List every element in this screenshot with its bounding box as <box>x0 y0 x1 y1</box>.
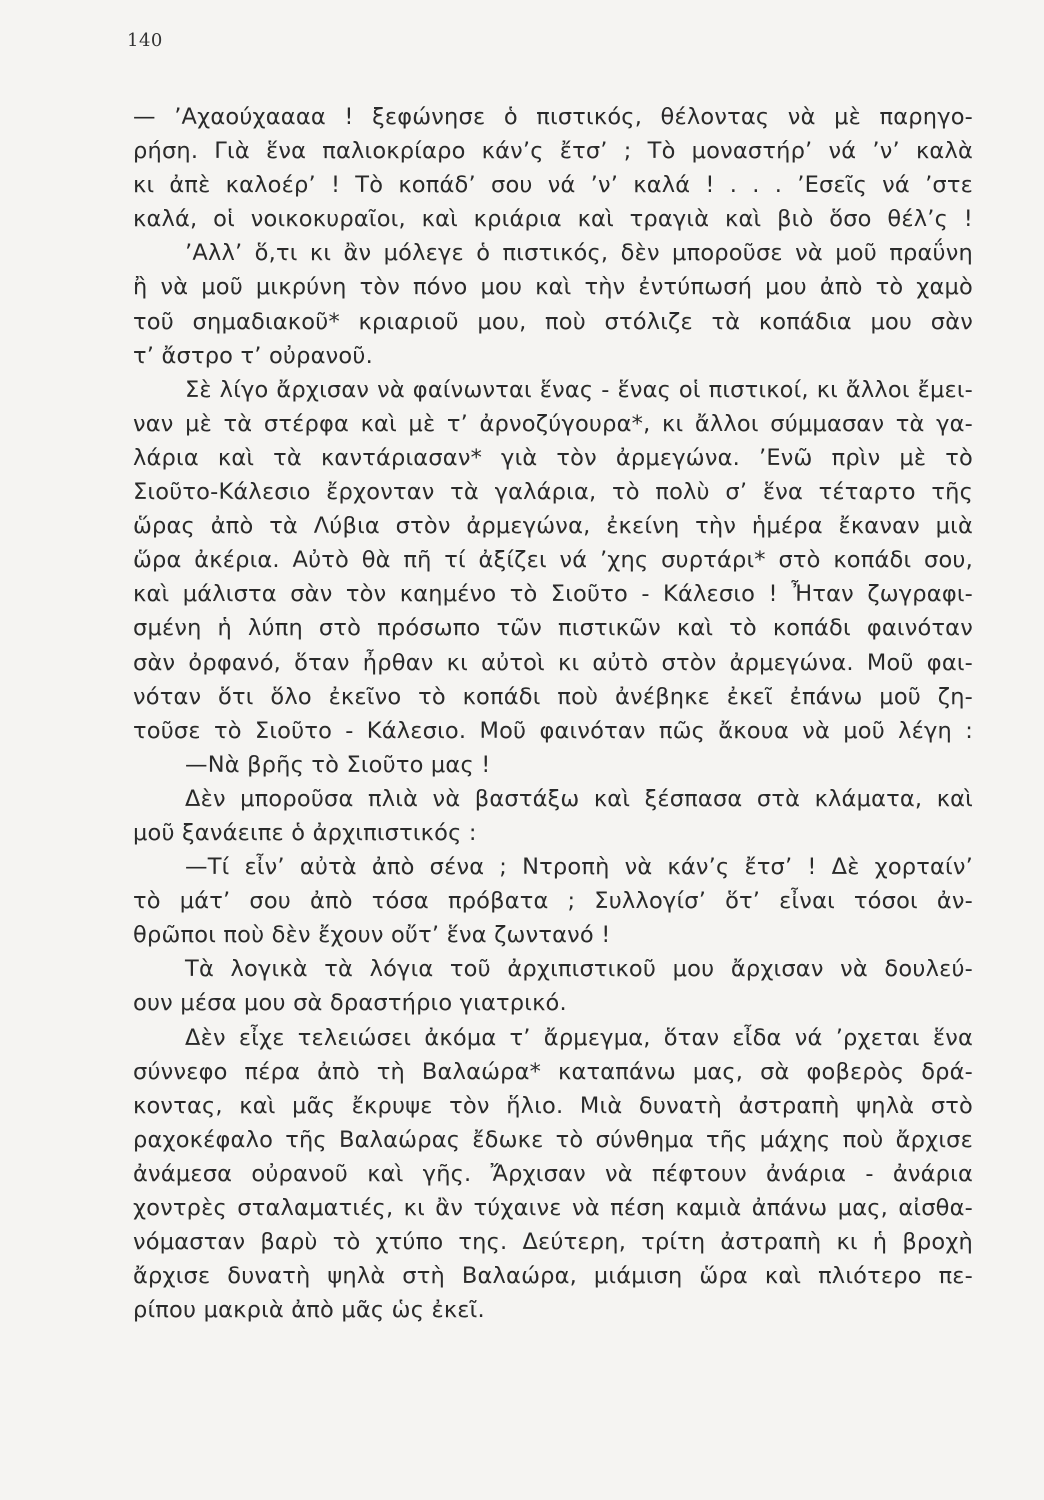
text-line: τ’ ἄστρο τ’ οὐρανοῦ. <box>133 342 373 369</box>
text-line: ’Αλλ’ ὅ,τι κι ἂν μόλεγε ὁ πιστικός, δὲν μποροῦσε νὰ μοῦ πραΰνη <box>185 240 973 267</box>
text-line: — ’Αχαούχαααα ! ξεφώνησε ὁ πιστικός, θέλοντας νὰ μὲ παρηγο- <box>133 104 973 130</box>
text-line: σμένη ἡ λύπη στὸ πρόσωπο τῶν πιστικῶν καὶ τὸ κοπάδι φαινόταν <box>133 615 973 642</box>
text-line: Σιοῦτο-Κάλεσιο ἔρχονταν τὰ γαλάρια, τὸ πολὺ σ’ ἕνα τέταρτο τῆς <box>133 479 973 506</box>
text-line: ὥρας ἀπὸ τὰ Λύβια στὸν ἀρμεγώνα, ἐκείνη τὴν ἡμέρα ἔκαναν μιὰ <box>133 513 973 540</box>
text-line: καλά, οἱ νοικοκυραῖοι, καὶ κριάρια καὶ τραγιὰ καὶ βιὸ ὅσο θέλ’ς ! <box>133 206 973 233</box>
text-line: Σὲ λίγο ἄρχισαν νὰ φαίνωνται ἕνας - ἕνας οἱ πιστικοί, κι ἄλλοι ἔμει- <box>185 376 973 403</box>
text-line: ναν μὲ τὰ στέρφα καὶ μὲ τ’ ἀρνοζύγουρα*, κι ἄλλοι σύμμασαν τὰ γα- <box>133 410 973 437</box>
text-line: τοῦ σημαδιακοῦ* κριαριοῦ μου, ποὺ στόλιζε τὰ κοπάδια μου σὰν <box>133 308 973 335</box>
text-line: Δὲν εἶχε τελειώσει ἀκόμα τ’ ἄρμεγμα, ὅταν εἶδα νά ’ρχεται ἕνα <box>185 1024 973 1051</box>
text-line: κοντας, καὶ μᾶς ἔκρυψε τὸν ἥλιο. Μιὰ δυνατὴ ἀστραπὴ ψηλὰ στὸ <box>133 1092 973 1119</box>
text-line: ἢ νὰ μοῦ μικρύνη τὸν πόνο μου καὶ τὴν ἐντύπωσή μου ἀπὸ τὸ χαμὸ <box>133 274 973 301</box>
text-line: μοῦ ξανάειπε ὁ ἀρχιπιστικός : <box>133 819 477 846</box>
text-line: χοντρὲς σταλαματιές, κι ἂν τύχαινε νὰ πέση καμιὰ ἀπάνω μας, αἰσθα- <box>133 1195 973 1221</box>
text-line: σὰν ὀρφανό, ὅταν ἦρθαν κι αὐτοὶ κι αὐτὸ στὸν ἀρμεγώνα. Μοῦ φαι- <box>133 649 973 676</box>
text-line: κι ἀπὲ καλοέρ’ ! Τὸ κοπάδ’ σου νά ’ν’ καλά ! . . . ’Εσεῖς νά ’στε <box>133 172 973 199</box>
text-line: ρίπου μακριὰ ἀπὸ μᾶς ὡς ἐκεῖ. <box>133 1297 485 1324</box>
text-line: λάρια καὶ τὰ καντάριασαν* γιὰ τὸν ἀρμεγώνα. ’Ενῶ πρὶν μὲ τὸ <box>133 444 973 471</box>
text-line: ἀνάμεσα οὐρανοῦ καὶ γῆς. Ἄρχισαν νὰ πέφτουν ἀνάρια - ἀνάρια <box>133 1160 973 1187</box>
body-text <box>133 100 973 1327</box>
text-line: ὥρα ἀκέρια. Αὐτὸ θὰ πῆ τί ἀξίζει νά ’χης συρτάρι* στὸ κοπάδι σου, <box>133 547 973 574</box>
text-line: —Τί εἶν’ αὐτὰ ἀπὸ σένα ; Ντροπὴ νὰ κάν’ς ἔτσ’ ! Δὲ χορταίν’ <box>185 854 973 881</box>
text-line: νόμασταν βαρὺ τὸ χτύπο της. Δεύτερη, τρίτη ἀστραπὴ κι ἡ βροχὴ <box>133 1229 973 1256</box>
text-line: ρήση. Γιὰ ἕνα παλιοκρίαρο κάν’ς ἔτσ’ ; Τὸ μοναστήρ’ νά ’ν’ καλὰ <box>133 138 973 165</box>
text-line: τὸ μάτ’ σου ἀπὸ τόσα πρόβατα ; Συλλογίσ’ ὅτ’ εἶναι τόσοι ἀν- <box>133 888 973 915</box>
text-line: ραχοκέφαλο τῆς Βαλαώρας ἔδωκε τὸ σύνθημα τῆς μάχης ποὺ ἄρχισε <box>133 1126 973 1153</box>
text-line: Τὰ λογικὰ τὰ λόγια τοῦ ἀρχιπιστικοῦ μου ἄρχισαν νὰ δουλεύ- <box>185 956 973 983</box>
text-line: ουν μέσα μου σὰ δραστήριο γιατρικό. <box>133 990 567 1017</box>
text-line: —Νὰ βρῆς τὸ Σιοῦτο μας ! <box>185 751 491 778</box>
text-line: θρῶποι ποὺ δὲν ἔχουν οὔτ’ ἕνα ζωντανό ! <box>133 922 611 949</box>
text-line: ἄρχισε δυνατὴ ψηλὰ στὴ Βαλαώρα, μιάμιση ὥρα καὶ πλιότερο πε- <box>133 1263 973 1290</box>
page-number: 140 <box>127 30 163 51</box>
text-line: τοῦσε τὸ Σιοῦτο - Κάλεσιο. Μοῦ φαινόταν πῶς ἄκουα νὰ μοῦ λέγη : <box>133 717 973 744</box>
text-line: σύννεφο πέρα ἀπὸ τὴ Βαλαώρα* καταπάνω μας, σὰ φοβερὸς δρά- <box>133 1058 973 1085</box>
text-line: Δὲν μποροῦσα πλιὰ νὰ βαστάξω καὶ ξέσπασα στὰ κλάματα, καὶ <box>185 785 973 812</box>
text-line: καὶ μάλιστα σὰν τὸν καημένο τὸ Σιοῦτο - Κάλεσιο ! Ἦταν ζωγραφι- <box>133 581 973 608</box>
text-line: νόταν ὅτι ὅλο ἐκεῖνο τὸ κοπάδι ποὺ ἀνέβηκε ἐκεῖ ἐπάνω μοῦ ζη- <box>133 683 973 710</box>
